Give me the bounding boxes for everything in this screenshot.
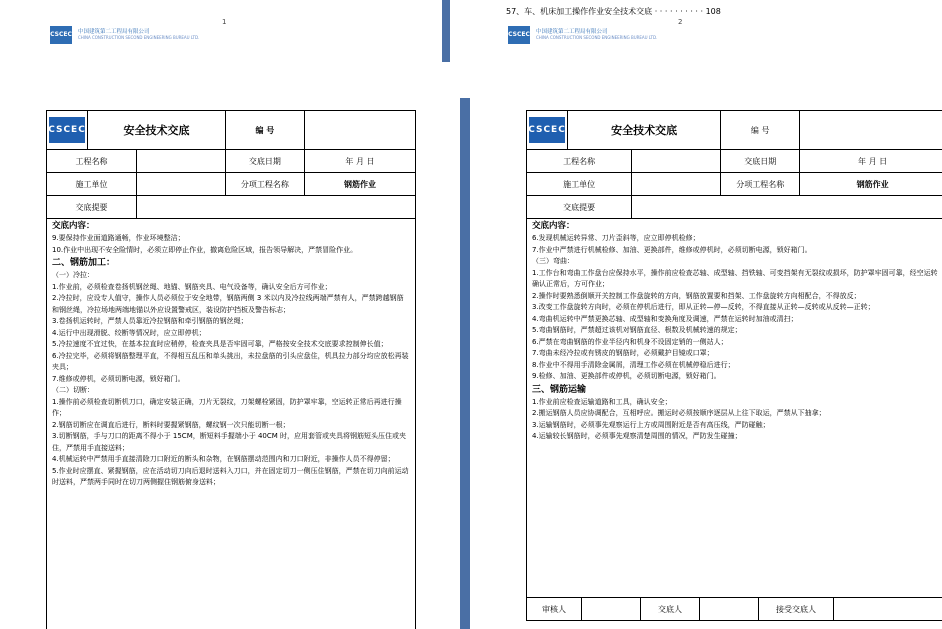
project-name-label: 工程名称 — [47, 150, 137, 173]
sub-project-value[interactable]: 钢筋作业 — [304, 173, 415, 196]
construction-unit-label: 施工单位 — [527, 173, 632, 196]
summary-field[interactable] — [632, 196, 942, 219]
date-label: 交底日期 — [225, 150, 304, 173]
content-line: 4.机械运转中严禁用手直接清除刀口附近的断头和杂物，在钢筋摆动范围内和刀口附近，非操作人员不得停留； — [52, 455, 395, 463]
content-line: 7.作业中严禁进行机械检修、加油、更换部件，维修或停机时，必须切断电源，锁好箱门。 — [532, 245, 812, 254]
content-line: 3.卷扬机运转时，严禁人员靠近冷拉钢筋和牵引钢筋的钢丝绳； — [52, 317, 248, 325]
content-line: 9.要保持作业面道路通畅，作业环境整洁； — [52, 234, 185, 242]
page-divider — [460, 98, 470, 629]
content-line: 7.弯曲未经冷拉或有锈皮的钢筋时，必须戴护目镜或口罩； — [532, 349, 714, 357]
company-logo-icon: CSCEC — [50, 26, 72, 44]
content-heading: 交底内容： — [52, 221, 95, 231]
company-logo-icon: CSCEC — [508, 26, 530, 44]
content-line: 5.作业时应摆直、紧握钢筋，应在活动切刀向后退时送料入刀口，并在固定切刀一侧压住钢筋，严禁在切刀向前运动时送料，严禁两手同时在切刀两侧握住钢筋俯身送料； — [52, 466, 409, 486]
construction-unit-field[interactable] — [136, 173, 225, 196]
summary-label: 交底提要 — [527, 196, 632, 219]
summary-label: 交底提要 — [47, 196, 137, 219]
cscec-logo-icon: CSCEC — [529, 117, 565, 143]
content-line: 6.发现机械运转异常、刀片歪斜等，应立即停机检修； — [532, 234, 700, 242]
form-title: 安全技术交底 — [568, 111, 721, 150]
content-line: 6.严禁在弯曲钢筋的作业半径内和机身不设固定销的一侧站人； — [532, 337, 728, 346]
project-name-field[interactable] — [632, 150, 721, 173]
content-line: 1.工作台和弯曲工作盘台应保持水平，操作前应检查芯轴、成型轴、挡铁轴、可变挡架有无裂纹或损坏，防护罩牢固可靠，经空运转确认正常后，方可作业； — [532, 268, 938, 288]
content-line: 4.弯曲机运转中严禁更换芯轴、成型轴和变换角度及调速，严禁在运转时加油或清扫； — [532, 314, 798, 323]
project-name-label: 工程名称 — [527, 150, 632, 173]
number-field[interactable] — [304, 111, 415, 150]
content-line: 4.运行中出现滑脱、绞断等情况时，应立即停机； — [52, 328, 206, 337]
project-name-field[interactable] — [136, 150, 225, 173]
content-line: （一）冷拉： — [52, 271, 94, 279]
sub-project-label: 分项工程名称 — [225, 173, 304, 196]
page-number: 2 — [678, 18, 683, 26]
number-label: 编 号 — [721, 111, 800, 150]
footer-logo — [508, 26, 657, 44]
date-value[interactable]: 年 月 日 — [800, 150, 942, 173]
content-line: 3.运输钢筋时，必须事先观察运行上方或周围附近是否有高压线，严防碰触； — [532, 420, 770, 429]
discloser-label: 交底人 — [641, 598, 700, 621]
summary-field[interactable] — [136, 196, 415, 219]
date-label: 交底日期 — [721, 150, 800, 173]
content-line: 5.冷拉速度不宜过快，在基本拉直时应稍停，检查夹具是否牢固可靠，严格按安全技术交底要求控制伸长值； — [52, 340, 388, 348]
number-label: 编 号 — [225, 111, 304, 150]
content-line: 2.操作时要熟悉倒顺开关控制工作盘旋转的方向，钢筋放置要和挡架、工作盘旋转方向相配合，不得放反； — [532, 291, 861, 300]
reviewer-label: 审核人 — [527, 598, 582, 621]
content-line: （二）切断： — [52, 386, 94, 394]
form-title: 安全技术交底 — [88, 111, 226, 150]
receiver-field[interactable] — [834, 598, 942, 621]
sub-project-value[interactable]: 钢筋作业 — [800, 173, 942, 196]
footer-logo — [50, 26, 199, 44]
content-line: 3.切断钢筋，手与刀口的距离不得小于 15CM，断短料手握端小于 40CM 时，应用套管或夹具将钢筋短头压住或夹住，严禁用手直接送料； — [52, 432, 407, 452]
form-header — [46, 110, 416, 219]
form-header — [526, 110, 942, 219]
content-line: 1.作业前应检查运输道路和工具，确认安全； — [532, 397, 672, 406]
content-line: 8.作业中不得用手清除金属屑，清理工作必须在机械停稳后进行； — [532, 360, 735, 369]
content-line: 2.冷拉时，应设专人值守，操作人员必须位于安全地带，钢筋两侧 3 米以内及冷拉线两端严禁有人，严禁跨越钢筋和钢丝绳，冷拉场地两端地锚以外应设置警戒区，装设防护挡板及警告标志； — [52, 294, 404, 314]
page-divider — [442, 0, 450, 62]
receiver-label: 接受交底人 — [759, 598, 834, 621]
content-line: 6.冷拉完毕，必须将钢筋整理平直，不得相互乱压和单头挑出，未拉盘筋的引头应盘住，机具拉力部分均应放松再装夹具； — [52, 351, 409, 371]
company-name-en: CHINA CONSTRUCTION SECOND ENGINEERING BUREAU LTD. — [536, 34, 658, 40]
toc-line[interactable]: 57、车、机床加工操作作业安全技术交底 · · · · · · · · · · 108 — [506, 7, 721, 16]
content-line: 9.检修、加油、更换部件或停机，必须切断电源，锁好箱门。 — [532, 372, 721, 380]
company-name-cn: 中国建筑第二工程局有限公司 — [78, 29, 150, 36]
disclosure-content — [526, 218, 942, 597]
content-line: 4.运输较长钢筋时，必须事先观察清楚周围的情况，严防发生碰撞； — [532, 432, 742, 440]
company-name-en: CHINA CONSTRUCTION SECOND ENGINEERING BUREAU LTD. — [78, 34, 200, 40]
top-left-page — [0, 0, 440, 62]
reviewer-field[interactable] — [582, 598, 641, 621]
content-line: 10.作业中出现不安全险情时，必须立即停止作业，撤离危险区域，报告领导解决，严禁冒险作业。 — [52, 245, 358, 254]
content-line: 2.搬运钢筋人员应协调配合，互相呼应。搬运时必须按顺序逐层从上往下取运，严禁从下抽拿； — [532, 409, 826, 417]
content-line: 1.操作前必须检查切断机刀口，确定安装正确，刀片无裂纹，刀架螺栓紧固，防护罩牢靠，空运转正常后再进行操作； — [52, 397, 402, 417]
content-line: 5.弯曲钢筋时，严禁超过该机对钢筋直径、根数及机械转速的规定； — [532, 326, 742, 334]
section-heading: 二、钢筋加工： — [52, 258, 116, 268]
disclosure-content — [46, 218, 416, 629]
content-line: 1.作业前，必须检查卷扬机钢丝绳、地锚、钢筋夹具、电气设备等，确认安全后方可作业； — [52, 282, 332, 291]
number-field[interactable] — [800, 111, 942, 150]
company-name-cn: 中国建筑第二工程局有限公司 — [536, 29, 608, 36]
discloser-field[interactable] — [700, 598, 759, 621]
construction-unit-label: 施工单位 — [47, 173, 137, 196]
content-line: 2.钢筋切断应在调直后进行，断料时要握紧钢筋，螺纹钢一次只能切断一根； — [52, 420, 290, 429]
content-heading: 交底内容： — [532, 221, 575, 231]
signature-row — [526, 597, 942, 621]
left-document-page — [0, 96, 455, 629]
content-line: （三）弯曲： — [532, 257, 574, 265]
content-line: 3.改变工作盘旋转方向时，必须在停机后进行，即从正转—停—反转，不得直接从正转—反转或从反转—正转； — [532, 303, 875, 311]
construction-unit-field[interactable] — [632, 173, 721, 196]
page-number: 1 — [222, 18, 227, 26]
date-value[interactable]: 年 月 日 — [304, 150, 415, 173]
section-heading: 三、钢筋运输 — [532, 384, 587, 395]
sub-project-label: 分项工程名称 — [721, 173, 800, 196]
top-right-page — [452, 0, 942, 62]
right-document-page — [476, 96, 942, 629]
cscec-logo-icon: CSCEC — [49, 117, 85, 143]
content-line: 7.维修或停机，必须切断电源，锁好箱门。 — [52, 374, 185, 383]
